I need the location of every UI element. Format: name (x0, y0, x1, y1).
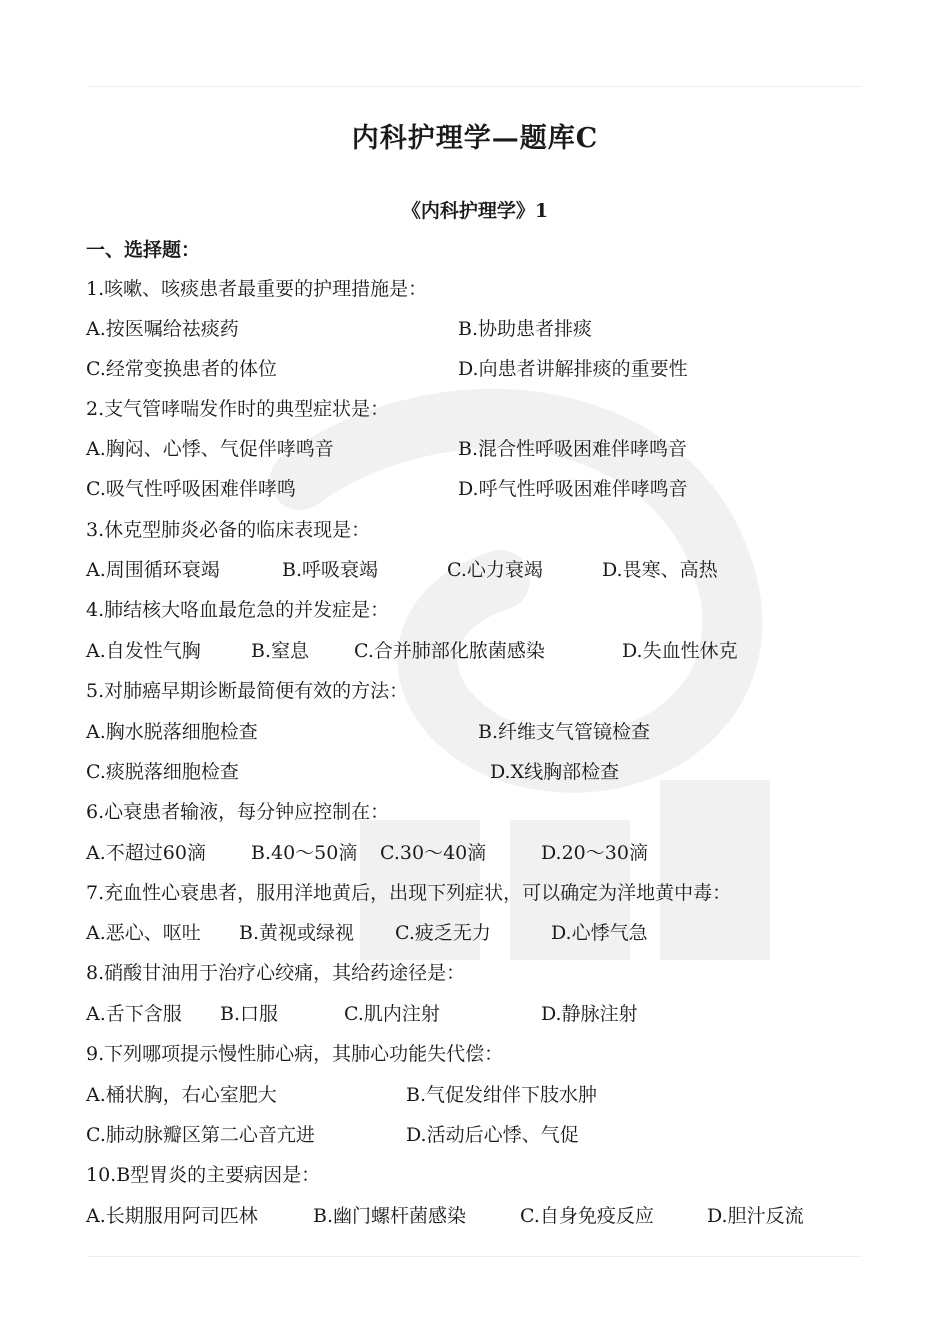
question-6-option-b: B.40～50滴 (251, 842, 358, 864)
question-3-stem: 3.休克型肺炎必备的临床表现是： (86, 519, 371, 541)
question-4-option-d: D.失血性休克 (622, 640, 738, 662)
question-4-option-a: A.自发性气胸 (86, 640, 201, 662)
question-4-option-b: B.窒息 (251, 640, 310, 662)
question-2-option-a: A.胸闷、心悸、气促伴哮鸣音 (86, 438, 334, 460)
question-8-stem: 8.硝酸甘油用于治疗心绞痛，其给药途径是： (86, 962, 466, 984)
question-9-stem: 9.下列哪项提示慢性肺心病，其肺心功能失代偿： (86, 1043, 504, 1065)
question-10-stem: 10.B型胃炎的主要病因是： (86, 1164, 321, 1186)
question-1-stem: 1.咳嗽、咳痰患者最重要的护理措施是： (86, 278, 428, 300)
question-7-stem: 7.充血性心衰患者，服用洋地黄后，出现下列症状，可以确定为洋地黄中毒： (86, 882, 732, 904)
question-10-option-d: D.胆汁反流 (707, 1205, 804, 1227)
question-7-option-b: B.黄视或绿视 (239, 922, 355, 944)
question-8-option-c: C.肌内注射 (344, 1003, 440, 1025)
question-5-option-c: C.痰脱落细胞检查 (86, 761, 239, 783)
page-subtitle: 《内科护理学》1 (401, 200, 549, 222)
question-5-option-a: A.胸水脱落细胞检查 (86, 721, 258, 743)
question-6-option-a: A.不超过60滴 (86, 842, 206, 864)
question-7-option-a: A.恶心、呕吐 (86, 922, 201, 944)
question-8-option-b: B.口服 (220, 1003, 279, 1025)
question-10-option-c: C.自身免疫反应 (520, 1205, 654, 1227)
question-7-option-d: D.心悸气急 (551, 922, 648, 944)
header-rule (88, 86, 862, 87)
question-10-option-b: B.幽门螺杆菌感染 (313, 1205, 467, 1227)
question-9-option-b: B.气促发绀伴下肢水肿 (406, 1084, 598, 1106)
question-9-option-a: A.桶状胸，右心室肥大 (86, 1084, 277, 1106)
question-4-option-c: C.合并肺部化脓菌感染 (354, 640, 545, 662)
question-1-option-c: C.经常变换患者的体位 (86, 358, 277, 380)
question-7-option-c: C.疲乏无力 (395, 922, 491, 944)
question-9-option-d: D.活动后心悸、气促 (406, 1124, 579, 1146)
question-6-option-d: D.20～30滴 (541, 842, 648, 864)
question-4-stem: 4.肺结核大咯血最危急的并发症是： (86, 599, 390, 621)
question-2-option-b: B.混合性呼吸困难伴哮鸣音 (458, 438, 688, 460)
question-8-option-a: A.舌下含服 (86, 1003, 182, 1025)
question-3-option-a: A.周围循环衰竭 (86, 559, 220, 581)
question-5-option-b: B.纤维支气管镜检查 (478, 721, 651, 743)
question-9-option-c: C.肺动脉瓣区第二心音亢进 (86, 1124, 315, 1146)
question-8-option-d: D.静脉注射 (541, 1003, 638, 1025)
question-10-option-a: A.长期服用阿司匹林 (86, 1205, 258, 1227)
question-6-stem: 6.心衰患者输液，每分钟应控制在： (86, 801, 390, 823)
question-2-option-c: C.吸气性呼吸困难伴哮鸣 (86, 478, 296, 500)
question-3-option-c: C.心力衰竭 (447, 559, 543, 581)
question-1-option-b: B.协助患者排痰 (458, 318, 593, 340)
question-2-stem: 2.支气管哮喘发作时的典型症状是： (86, 398, 390, 420)
section-heading: 一、选择题： (86, 239, 201, 261)
question-1-option-a: A.按医嘱给祛痰药 (86, 318, 239, 340)
page-title: 内科护理学—题库C (351, 123, 599, 154)
question-3-option-b: B.呼吸衰竭 (282, 559, 379, 581)
question-5-option-d: D.X线胸部检查 (490, 761, 620, 783)
footer-rule (88, 1256, 862, 1257)
question-6-option-c: C.30～40滴 (380, 842, 487, 864)
question-1-option-d: D.向患者讲解排痰的重要性 (458, 358, 688, 380)
question-2-option-d: D.呼气性呼吸困难伴哮鸣音 (458, 478, 688, 500)
question-3-option-d: D.畏寒、高热 (602, 559, 718, 581)
question-5-stem: 5.对肺癌早期诊断最简便有效的方法： (86, 680, 409, 702)
